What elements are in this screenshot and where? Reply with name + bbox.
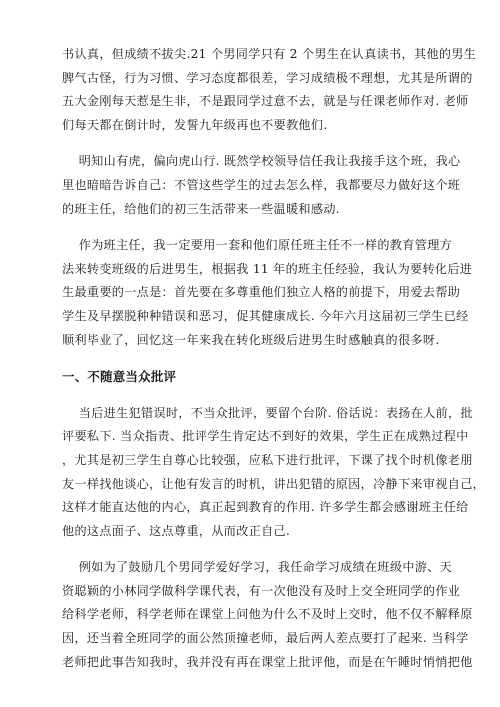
text-line: 五大金刚每天惹是生非，不是跟同学过意不去，就是与任课老师作对. 老师 [62, 94, 469, 109]
text-line: 生最重要的一点是：首先要在多尊重他们独立人格的前提下，用爱去帮助 [62, 285, 461, 300]
paragraph-4 [62, 402, 486, 544]
paragraph-spacer [62, 543, 440, 556]
text-line: 法来转变班级的后进男生，根据我 11 年的班主任经验，我认为要转化后进 [62, 261, 473, 276]
paragraph-1 [62, 43, 477, 137]
text-line: 书认真，但成绩不拔尖.21 个男同学只有 2 个男生在认真读书，其他的男生 [62, 47, 477, 61]
text-line: 当后进生犯错误时，不当众批评，要留个台阶. 俗话说：表扬在人前，批 [62, 405, 473, 420]
text-line: 因，还当着全班同学的面公然顶撞老师，最后两人差点要打了起来. 当科学 [62, 631, 469, 646]
document-page [62, 43, 486, 674]
text-line: 友一样找他谈心，让他有发言的时机，讲出犯错的原因，冷静下来审视自己， [62, 476, 486, 491]
text-line: 的班主任，给他们的初三生活带来一些温暖和感动. [62, 201, 340, 216]
text-line: 里也暗暗告诉自己：不管这些学生的过去怎么样，我都要尽力做好这个班 [62, 177, 461, 192]
text-line: ，尤其是初三学生自尊心比较强，应私下进行批评，下课了找个时机像老朋 [62, 452, 473, 467]
paragraph-spacer [62, 389, 440, 402]
text-line: 这样才能直达他的内心，真正起到教育的作用. 许多学生都会感谢班主任给 [62, 500, 469, 515]
text-line: 老师把此事告知我时，我并没有再在课堂上批评他，而是在午睡时悄悄把他 [62, 654, 473, 669]
text-line: 他的这点面子、这点尊重，从而改正自己. [62, 523, 291, 538]
text-line: 学生及早摆脱种种错误和恶习，促其健康成长. 今年六月这届初三学生已经 [62, 308, 469, 323]
paragraph-spacer [62, 137, 440, 150]
section-heading: 一、不随意当众批评 [62, 369, 177, 385]
paragraph-5 [62, 556, 473, 674]
paragraph-spacer [62, 352, 440, 365]
text-line: 顺利毕业了，回忆这一年来我在转化班级后进男生时感触真的很多呀. [62, 332, 440, 347]
text-line: 给科学老师，科学老师在课堂上问他为什么不及时上交时，他不仅不解释原 [62, 607, 473, 622]
text-line: 们每天都在倒计时，发誓九年级再也不要教他们. [62, 117, 328, 132]
text-line: 明知山有虎，偏向虎山行. 既然学校领导信任我让我接手这个班，我心 [62, 154, 461, 169]
text-line: 作为班主任，我一定要用一套和他们原任班主任不一样的教育管理方 [62, 238, 453, 253]
text-line: 资聪颖的小林同学做科学课代表，有一次他没有及时上交全班同学的作业 [62, 583, 461, 598]
text-line: 例如为了鼓励几个男同学爱好学习，我任命学习成绩在班级中游、天 [62, 560, 453, 575]
paragraph-spacer [62, 221, 440, 234]
paragraph-2 [62, 150, 461, 221]
text-line: 脾气古怪，行为习惯、学习态度都很差，学习成绩极不理想，尤其是所谓的 [62, 70, 473, 85]
text-line: 评要私下. 当众指责、批评学生肯定达不到好的效果，学生正在成熟过程中 [62, 429, 469, 444]
paragraph-3 [62, 234, 473, 352]
